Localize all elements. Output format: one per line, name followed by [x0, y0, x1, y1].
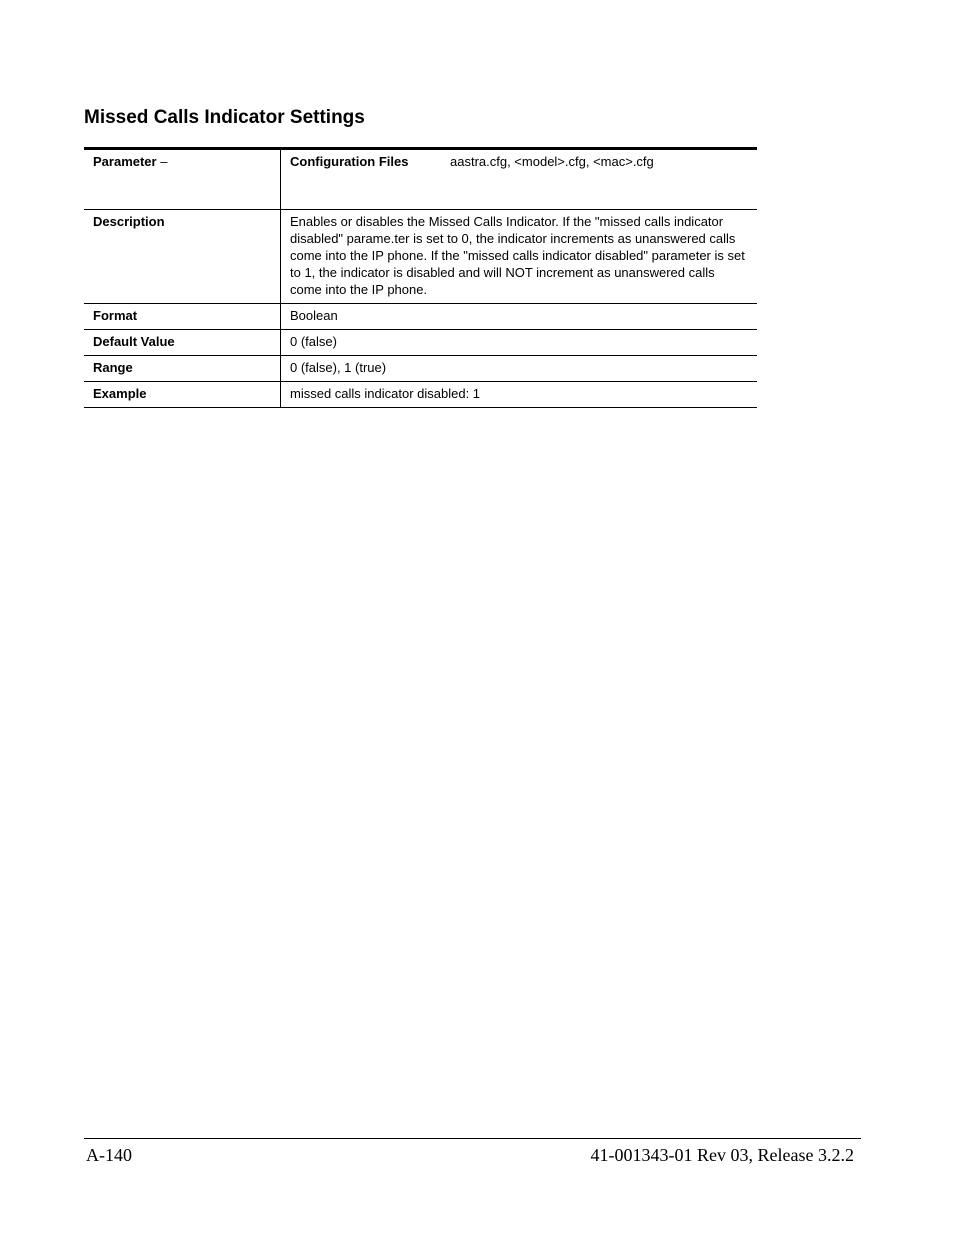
row-value: 0 (false), 1 (true) [281, 356, 758, 382]
config-files-label: Configuration Files [290, 154, 409, 169]
row-value: Enables or disables the Missed Calls Indicator. If the "missed calls indicator disabled" parame.ter is set to 0, the indicator increments as unanswered calls come into the IP phone. If the "missed calls indicator disabled" parameter is set to 1, the indicator is disabled and will NOT increment as unanswered calls come into the IP phone. [281, 210, 758, 304]
table-row-description [84, 210, 757, 304]
parameter-label: Parameter [93, 154, 157, 169]
row-label: Description [84, 210, 281, 304]
row-label: Format [84, 304, 281, 330]
footer-divider [84, 1138, 861, 1139]
config-files-value: aastra.cfg, <model>.cfg, <mac>.cfg [450, 154, 654, 169]
footer-doc-id: 41-001343-01 Rev 03, Release 3.2.2 [590, 1145, 854, 1165]
table-row-example [84, 382, 757, 408]
parameter-table [84, 147, 757, 408]
table-row-parameter [84, 149, 757, 210]
table-row-format [84, 304, 757, 330]
section-title: Missed Calls Indicator Settings [84, 107, 365, 128]
row-value: 0 (false) [281, 330, 758, 356]
parameter-label-suffix: – [156, 154, 168, 169]
row-label: Range [84, 356, 281, 382]
row-label: Example [84, 382, 281, 408]
table-row-default-value [84, 330, 757, 356]
footer-page-number: A-140 [86, 1145, 132, 1165]
row-label: Default Value [84, 330, 281, 356]
parameter-label-cell [84, 149, 281, 210]
row-value: missed calls indicator disabled: 1 [281, 382, 758, 408]
config-files-cell [281, 149, 758, 210]
row-value: Boolean [281, 304, 758, 330]
table-row-range [84, 356, 757, 382]
